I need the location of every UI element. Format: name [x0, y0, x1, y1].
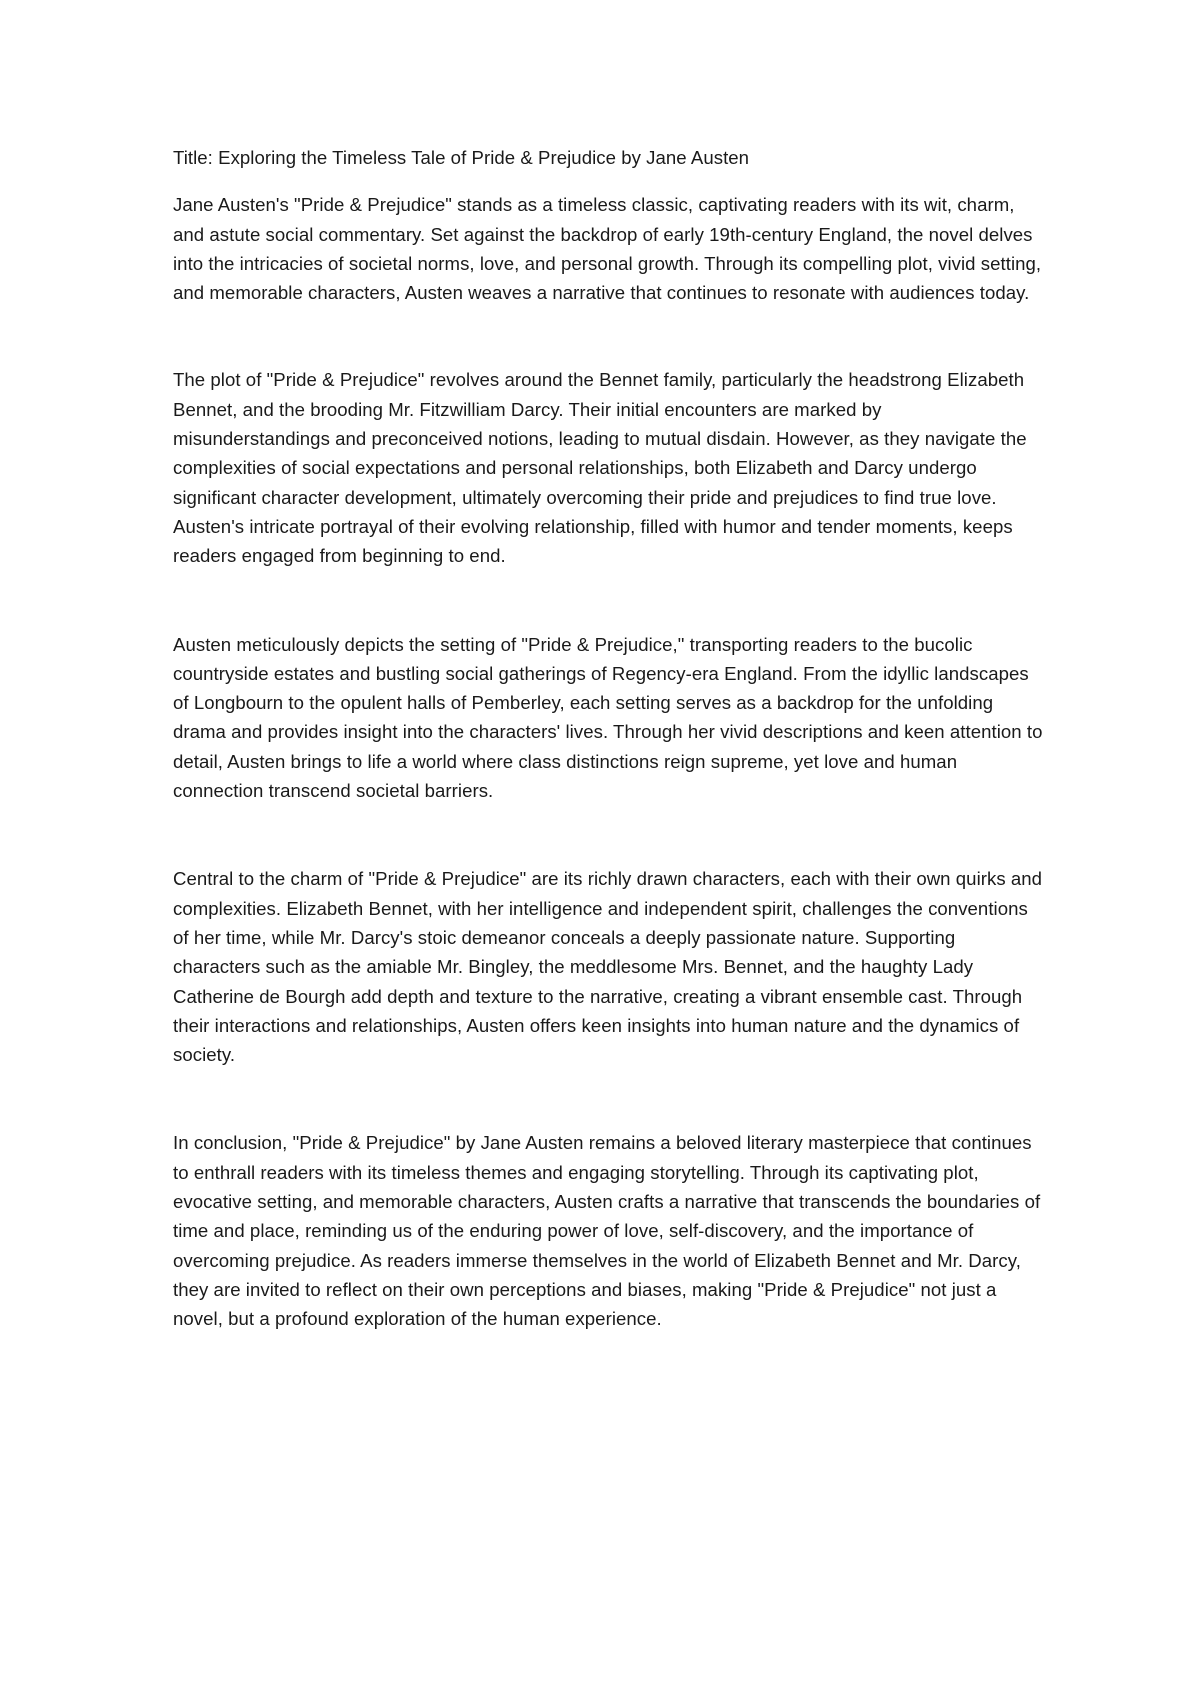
paragraph-introduction: Jane Austen's "Pride & Prejudice" stands as a timeless classic, captivating readers with its wit, charm, and astute social commentary. Set against the backdrop of early 19th-century England, the novel delves into the intricacies of societal norms, love, and personal growth. Through its compelling plot, vivid setting, and memorable characters, Austen weaves a narrative that continues to resonate with audiences today. — [173, 194, 1042, 304]
paragraph-plot: The plot of "Pride & Prejudice" revolves around the Bennet family, particularly the headstrong Elizabeth Bennet, and the brooding Mr. Fitzwilliam Darcy. Their initial encounters are marked by misunderstandings and preconceived notions, leading to mutual disdain. However, as they navigate the complexities of social expectations and personal relationships, both Elizabeth and Darcy undergo significant character development, ultimately overcoming their pride and prejudices to find true love. Austen's intricate portrayal of their evolving relationship, filled with humor and tender moments, keeps readers engaged from beginning to end. — [173, 369, 1027, 567]
paragraph-conclusion: In conclusion, "Pride & Prejudice" by Jane Austen remains a beloved literary masterpiece that continues to enthrall readers with its timeless themes and engaging storytelling. Through its captivating plot, evocative setting, and memorable characters, Austen crafts a narrative that transcends the boundaries of time and place, reminding us of the enduring power of love, self-discovery, and the importance of overcoming prejudice. As readers immerse themselves in the world of Elizabeth Bennet and Mr. Darcy, they are invited to reflect on their own perceptions and biases, making "Pride & Prejudice" not just a novel, but a profound exploration of the human experience. — [173, 1132, 1041, 1330]
paragraph-setting: Austen meticulously depicts the setting of "Pride & Prejudice," transporting readers to the bucolic countryside estates and bustling social gatherings of Regency-era England. From the idyllic landscapes of Longbourn to the opulent halls of Pemberley, each setting serves as a backdrop for the unfolding drama and provides insight into the characters' lives. Through her vivid descriptions and keen attention to detail, Austen brings to life a world where class distinctions reign supreme, yet love and human connection transcend societal barriers. — [173, 633, 1043, 802]
document-body — [173, 143, 1043, 1334]
document-title: Title: Exploring the Timeless Tale of Pride & Prejudice by Jane Austen — [173, 147, 750, 168]
paragraph-characters: Central to the charm of "Pride & Prejudice" are its richly drawn characters, each with their own quirks and complexities. Elizabeth Bennet, with her intelligence and independent spirit, challenges the conventions of her time, while Mr. Darcy's stoic demeanor conceals a deeply passionate nature. Supporting characters such as the amiable Mr. Bingley, the meddlesome Mrs. Bennet, and the haughty Lady Catherine de Bourgh add depth and texture to the narrative, creating a vibrant ensemble cast. Through their interactions and relationships, Austen offers keen insights into human nature and the dynamics of society. — [173, 868, 1043, 1066]
